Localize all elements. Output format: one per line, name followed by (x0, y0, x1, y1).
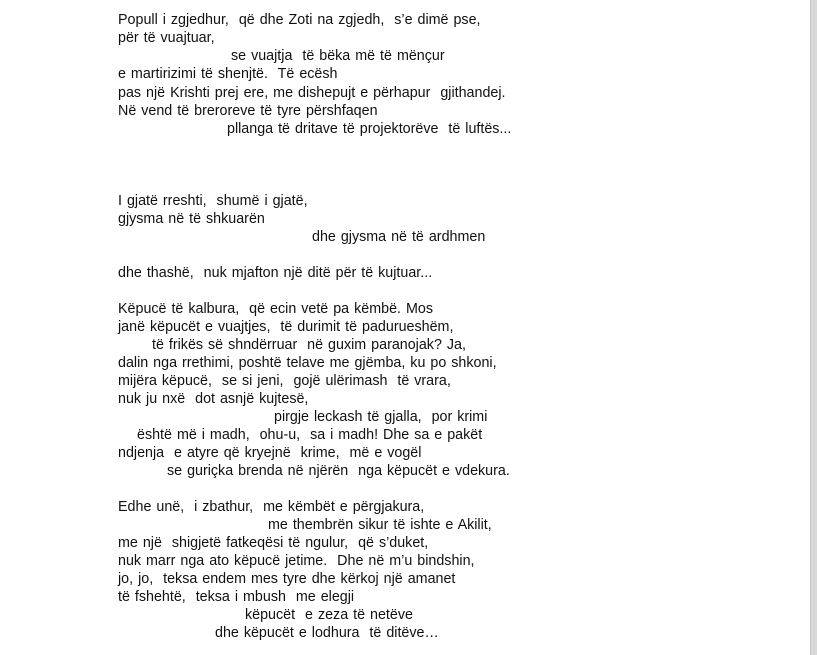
poem-line: dalin nga rrethimi, poshtë telave me gjëmba, ku po shkoni, (118, 355, 497, 371)
poem-line: pirgje leckash të gjalla, por krimi (274, 409, 488, 425)
poem-line: me një shigjetë fatkeqësi të ngulur, që s’duket, (118, 535, 429, 551)
poem-line: Popull i zgjedhur, që dhe Zoti na zgjedh, s’e dimë pse, (118, 12, 481, 28)
poem-line: pllanga të dritave të projektorëve të luftës... (227, 121, 512, 137)
poem-line: Edhe unë, i zbathur, me këmbët e përgjakura, (118, 499, 425, 515)
poem-line: për të vuajtuar, (118, 30, 215, 46)
poem-line: dhe thashë, nuk mjafton një ditë për të kujtuar... (118, 265, 433, 281)
poem-line: këpucët e zeza të netëve (245, 607, 413, 623)
poem-line: ndjenja e atyre që kryejnë krime, më e vogël (118, 445, 422, 461)
poem-line: I gjatë rreshti, shumë i gjatë, (118, 193, 308, 209)
poem-line: është më i madh, ohu-u, sa i madh! Dhe sa e pakët (137, 427, 483, 443)
poem-line: gjysma në të shkuarën (118, 211, 265, 227)
poem-line: të frikës së shndërruar në guxim paranojak? Ja, (152, 337, 466, 353)
poem-line: mijëra këpucë, se si jeni, gojë ulërimash të vrara, (118, 373, 451, 389)
poem-line: se guriçka brenda në njërën nga këpucët e vdekura. (167, 463, 510, 479)
poem-line: dhe gjysma në të ardhmen (312, 229, 486, 245)
poem-line: e martirizimi të shenjtë. Të ecësh (118, 66, 338, 82)
poem-line: dhe këpucët e lodhura të ditëve… (215, 625, 439, 641)
poem-line: Këpucë të kalbura, që ecin vetë pa këmbë. Mos (118, 301, 433, 317)
poem-line: pas një Krishti prej ere, me dishepujt e përhapur gjithandej. (118, 85, 506, 101)
poem-line: me thembrën sikur të ishte e Akilit, (268, 517, 492, 533)
poem-line: Në vend të breroreve të tyre përshfaqen (118, 103, 378, 119)
poem-line: jo, jo, teksa endem mes tyre dhe kërkoj një amanet (118, 571, 456, 587)
poem-line: se vuajtja të bëka më të mënçur (231, 48, 445, 64)
poem-line: janë këpucët e vuajtjes, të durimit të padurueshëm, (118, 319, 454, 335)
poem-line: nuk marr nga ato këpucë jetime. Dhe në m’u bindshin, (118, 553, 475, 569)
poem-line: të fshehtë, teksa i mbush me elegji (118, 589, 355, 605)
poem-line: nuk ju nxë dot asnjë kujtesë, (118, 391, 309, 407)
page-edge (810, 0, 817, 655)
